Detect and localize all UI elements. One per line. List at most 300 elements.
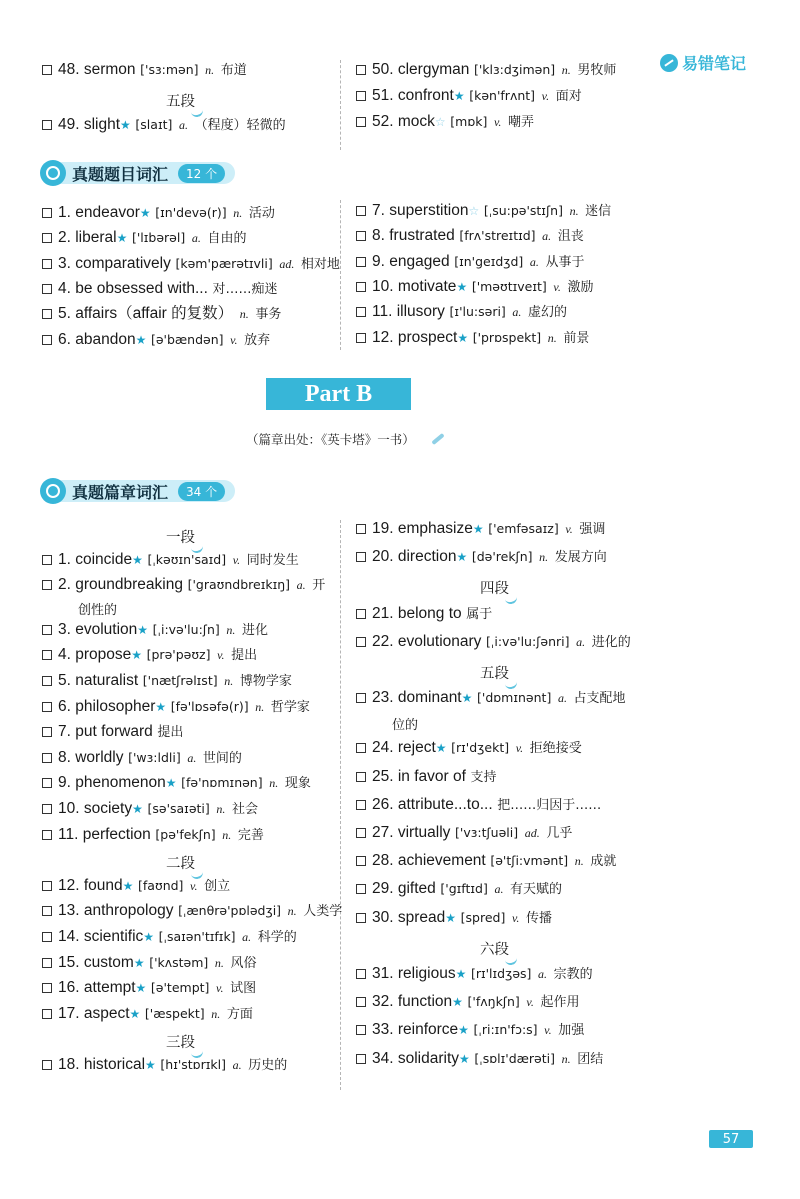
vocab-entry (42, 254, 340, 275)
edit-circle-icon (660, 54, 678, 72)
checkbox-icon[interactable] (42, 625, 52, 635)
chinese-meaning: 把……归因于…… (497, 797, 602, 813)
checkbox-icon[interactable] (356, 257, 366, 267)
part-of-speech: n. (569, 204, 579, 218)
star-icon: ☆ (434, 115, 446, 129)
vocab-word: 1. endeavor (58, 204, 140, 221)
vocab-entry (356, 767, 497, 788)
chinese-meaning: 博物学家 (239, 674, 292, 689)
part-of-speech: v. (232, 552, 241, 567)
chinese-meaning: 有天赋的 (510, 882, 563, 898)
part-of-speech: a. (529, 254, 539, 269)
part-of-speech: n. (547, 330, 557, 345)
checkbox-icon[interactable] (42, 208, 52, 218)
section-tag-exam-passage-words (40, 478, 235, 504)
checkbox-icon[interactable] (356, 1025, 366, 1035)
star-icon: ★ (165, 776, 177, 791)
part-of-speech: a. (494, 882, 504, 897)
star-icon: ★ (122, 878, 134, 893)
phonetic: [ˌsaɪən'tɪfɪk] (158, 929, 236, 944)
star-icon: ★ (452, 995, 463, 1010)
vocab-word: 22. evolutionary (372, 632, 482, 650)
star-icon: ★ (139, 206, 151, 220)
vocab-word: 29. gifted (372, 880, 436, 898)
vocab-entry (42, 748, 242, 769)
vocab-entry (42, 901, 342, 922)
checkbox-icon[interactable] (356, 552, 366, 562)
checkbox-icon[interactable] (42, 702, 52, 712)
phonetic: [ə'bændən] (150, 331, 224, 347)
checkbox-icon[interactable] (42, 906, 52, 916)
vocab-entry (42, 279, 278, 300)
phonetic: [ˌri:ɪn'fɔ:s] (473, 1022, 538, 1038)
part-of-speech: n. (269, 776, 279, 791)
chinese-meaning: 社会 (231, 802, 258, 817)
vocab-word: 13. anthropology (58, 902, 174, 920)
vocab-word: 5. naturalist (58, 672, 139, 689)
phonetic: ['æspekt] (144, 1005, 205, 1021)
checkbox-icon[interactable] (42, 676, 52, 686)
vocab-word: 48. sermon (58, 61, 136, 78)
star-icon: ★ (132, 552, 143, 567)
vocab-entry (356, 226, 584, 247)
part-of-speech: a. (242, 930, 252, 944)
phonetic: [kən'frʌnt] (469, 88, 536, 103)
part-of-speech: a. (187, 750, 197, 765)
vocab-entry (42, 876, 230, 897)
chinese-meaning: 活动 (248, 206, 275, 221)
checkbox-icon[interactable] (356, 828, 366, 838)
phonetic: [prə'pəʊz] (146, 647, 211, 663)
chinese-meaning: 相对地 (300, 256, 340, 272)
phonetic: [ˌænθrə'pɒlədʒi] (178, 903, 282, 919)
star-icon: ★ (459, 1051, 470, 1066)
chinese-meaning: 提出 (231, 648, 258, 664)
phonetic: [ə'tʃi:vmənt] (490, 853, 569, 869)
checkbox-icon[interactable] (42, 120, 52, 130)
checkbox-icon[interactable] (356, 524, 366, 534)
part-of-speech: n. (211, 1006, 221, 1021)
vocab-word: 7. put forward (58, 723, 153, 741)
checkbox-icon[interactable] (356, 1054, 366, 1064)
vocab-word: 2. groundbreaking (58, 576, 183, 594)
vocab-entry (356, 795, 601, 816)
chinese-meaning: 前景 (563, 330, 590, 346)
checkbox-icon[interactable] (42, 1060, 52, 1070)
checkbox-icon[interactable] (42, 958, 52, 968)
vocab-word: 16. attempt (58, 979, 136, 997)
part-of-speech: a. (557, 691, 567, 706)
vocab-entry (42, 978, 256, 999)
phonetic: [slaɪt] (135, 117, 173, 132)
phonetic: [ˌi:və'lu:ʃn] (152, 621, 220, 637)
vocab-entry (356, 738, 582, 759)
phonetic: ['dɒmɪnənt] (477, 690, 552, 706)
chinese-meaning: 激励 (567, 279, 594, 295)
star-icon: ★ (457, 330, 469, 345)
part-of-speech: v. (511, 910, 520, 925)
phonetic: [fə'nɒmɪnən] (181, 775, 263, 791)
vocab-entry (356, 519, 605, 540)
checkbox-icon[interactable] (356, 91, 366, 101)
phonetic: [sə'saɪəti] (147, 801, 210, 816)
star-icon: ★ (135, 981, 147, 996)
checkbox-icon[interactable] (356, 856, 366, 866)
vocab-entry (42, 953, 257, 974)
chinese-meaning: 支持 (470, 769, 497, 785)
vocab-entry (356, 688, 626, 709)
part-of-speech: v. (526, 995, 534, 1010)
vocab-word: 34. solidarity (372, 1049, 460, 1067)
phonetic: [mɒk] (450, 114, 488, 129)
phonetic: [rɪ'lɪdʒəs] (470, 966, 532, 981)
vocab-entry (356, 964, 593, 985)
part-of-speech: n. (561, 63, 571, 77)
vocab-entry (42, 550, 299, 571)
part-of-speech: n. (287, 904, 297, 919)
phonetic: [ə'tempt] (150, 980, 210, 996)
part-of-speech: n. (539, 550, 549, 565)
checkbox-icon[interactable] (42, 881, 52, 891)
part-of-speech: v. (216, 981, 224, 996)
checkbox-icon[interactable] (356, 693, 366, 703)
phonetic: [fə'lɒsəfə(r)] (170, 698, 249, 714)
checkbox-icon[interactable] (356, 609, 366, 619)
chinese-meaning: 同时发生 (246, 552, 299, 568)
part-of-speech: v. (190, 878, 198, 893)
phonetic: [də'rekʃn] (471, 549, 533, 565)
section-count-badge: 34 个 (178, 482, 225, 501)
segment-heading: 四段 (480, 577, 509, 598)
checkbox-icon[interactable] (42, 727, 52, 737)
checkbox-icon[interactable] (356, 800, 366, 810)
star-icon: ★ (116, 231, 128, 246)
chinese-meaning: 开 (312, 578, 326, 594)
part-of-speech: a. (512, 305, 522, 320)
checkbox-icon[interactable] (42, 580, 52, 590)
phonetic: ['gɪftɪd] (440, 881, 488, 897)
vocab-entry (42, 304, 281, 325)
chinese-meaning: 加强 (558, 1023, 585, 1039)
chinese-meaning: 现象 (284, 776, 311, 792)
phonetic: ['prɒspekt] (472, 329, 542, 345)
phonetic: [hɪ'stɒrɪkl] (160, 1057, 226, 1072)
chinese-meaning: 男牧师 (577, 63, 617, 78)
chinese-meaning: 方面 (226, 1006, 253, 1022)
checkbox-icon[interactable] (42, 778, 52, 788)
chinese-meaning: 拒绝接受 (529, 741, 582, 757)
section-tag-exam-question-words (40, 160, 235, 186)
vocab-entry (356, 1020, 584, 1041)
checkbox-icon[interactable] (42, 335, 52, 345)
vocab-word: 26. attribute...to... (372, 795, 493, 813)
column-divider-section1 (340, 200, 341, 350)
vocab-entry (42, 927, 297, 948)
vocab-word: 52. mock (372, 113, 435, 130)
vocab-entry (356, 547, 607, 568)
checkbox-icon[interactable] (356, 282, 366, 292)
chinese-meaning: 放弃 (244, 332, 271, 348)
part-of-speech: n. (239, 307, 249, 322)
part-of-speech: n. (222, 827, 232, 842)
brand-logo (660, 51, 746, 74)
checkbox-icon[interactable] (42, 259, 52, 269)
chinese-meaning: 面对 (555, 89, 582, 104)
vocab-word: 4. propose (58, 646, 132, 664)
checkbox-icon[interactable] (42, 983, 52, 993)
star-icon: ★ (143, 930, 155, 944)
star-icon: ★ (458, 1023, 469, 1038)
vocab-word: 8. frustrated (372, 227, 455, 245)
part-of-speech: ad. (279, 256, 295, 271)
chinese-meaning: 进化的 (591, 634, 631, 650)
vocab-entry (356, 277, 593, 298)
part-of-speech: v. (565, 522, 573, 536)
phonetic: [spred] (460, 909, 506, 925)
chinese-meaning: 传播 (525, 910, 552, 926)
vocab-entry (42, 799, 258, 820)
part-of-speech: a. (576, 634, 586, 649)
phonetic: [ɪn'geɪdʒd] (454, 253, 524, 269)
chinese-meaning: 提出 (157, 725, 184, 741)
checkbox-icon[interactable] (356, 637, 366, 647)
vocab-word: 7. superstition (372, 202, 469, 219)
chinese-meaning: 风俗 (230, 955, 257, 971)
checkbox-icon[interactable] (356, 117, 366, 127)
pen-mark-icon (431, 433, 444, 445)
checkbox-icon[interactable] (356, 969, 366, 979)
star-icon: ★ (135, 332, 147, 347)
part-of-speech: a. (296, 578, 306, 593)
part-of-speech: n. (233, 206, 243, 220)
vocab-entry (356, 992, 579, 1013)
star-icon: ★ (472, 522, 484, 536)
vocab-entry (356, 302, 567, 323)
vocab-entry (42, 1055, 287, 1076)
vocab-word: 19. emphasize (372, 520, 473, 537)
vocab-word: 4. be obsessed with... (58, 279, 208, 297)
vocab-word: 23. dominant (372, 689, 462, 707)
checkbox-icon[interactable] (42, 309, 52, 319)
vocab-entry (356, 252, 585, 273)
chinese-meaning: 沮丧 (557, 229, 584, 245)
chinese-meaning: 强调 (579, 522, 606, 537)
chinese-meaning: 嘲弄 (508, 115, 535, 130)
part-of-speech: n. (216, 802, 226, 816)
vocab-entry (42, 115, 286, 136)
vocab-word: 11. illusory (372, 303, 445, 321)
chinese-meaning: 哲学家 (270, 699, 310, 715)
vocab-entry (42, 722, 183, 743)
vocab-entry (356, 201, 611, 222)
page-number: 57 (709, 1130, 753, 1148)
checkbox-icon[interactable] (356, 231, 366, 241)
vocab-entry (356, 823, 572, 844)
chinese-meaning: 人类学 (303, 904, 343, 920)
checkbox-icon[interactable] (356, 206, 366, 216)
vocab-word: 2. liberal (58, 229, 117, 247)
checkbox-icon[interactable] (356, 913, 366, 923)
vocab-word: 6. philosopher (58, 697, 156, 715)
vocab-entry (356, 879, 562, 900)
vocab-word: 12. prospect (372, 328, 458, 346)
vocab-word: 5. affairs（affair 的复数） (58, 305, 234, 323)
chinese-meaning-continued: 创性的 (78, 602, 118, 618)
star-icon: ★ (455, 967, 467, 981)
chinese-meaning: 自由的 (207, 231, 247, 247)
star-icon: ★ (155, 699, 167, 714)
vocab-word: 28. achievement (372, 852, 486, 870)
vocab-word: 12. found (58, 876, 123, 894)
star-icon: ★ (461, 691, 473, 706)
star-icon: ★ (133, 955, 145, 970)
part-of-speech: n. (226, 622, 236, 637)
checkbox-icon[interactable] (356, 884, 366, 894)
part-of-speech: v. (541, 89, 550, 103)
vocab-word: 27. virtually (372, 824, 451, 841)
vocab-entry (42, 825, 264, 846)
segment-heading: 三段 (166, 1031, 195, 1052)
chinese-meaning: 试图 (230, 981, 257, 997)
vocab-word: 24. reject (372, 739, 436, 757)
vocab-entry (42, 620, 268, 641)
vocab-word: 9. phenomenon (58, 774, 166, 792)
chinese-meaning: 事务 (255, 307, 282, 323)
section-count-badge: 12 个 (178, 164, 225, 183)
chinese-meaning: 进化 (242, 622, 269, 638)
phonetic: [ɪ'lu:səri] (449, 304, 506, 320)
phonetic: ['məʊtɪveɪt] (471, 278, 547, 294)
star-icon: ☆ (468, 204, 480, 218)
checkbox-icon[interactable] (42, 284, 52, 294)
chinese-meaning: 虚幻的 (528, 305, 568, 321)
part-of-speech: n. (574, 854, 584, 869)
checkbox-icon[interactable] (356, 997, 366, 1007)
vocab-entry (356, 328, 589, 349)
vocab-entry (356, 60, 616, 81)
checkbox-icon[interactable] (42, 65, 52, 75)
phonetic: ['kʌstəm] (149, 954, 209, 970)
vocab-word: 31. religious (372, 965, 456, 982)
brand-logo-text: 易错笔记 (682, 54, 747, 73)
chinese-meaning: 迷信 (585, 204, 612, 219)
checkbox-icon[interactable] (42, 753, 52, 763)
star-icon: ★ (129, 1006, 141, 1021)
vocab-word: 21. belong to (372, 604, 462, 622)
chinese-meaning: 完善 (237, 827, 264, 843)
part-of-speech: a. (191, 231, 201, 246)
checkbox-icon[interactable] (42, 830, 52, 840)
part-title: Part B (266, 378, 411, 410)
vocab-word: 14. scientific (58, 928, 144, 945)
part-of-speech: a. (538, 967, 548, 981)
vocab-entry (42, 330, 270, 351)
checkbox-icon[interactable] (356, 772, 366, 782)
part-of-speech: v. (217, 648, 225, 663)
vocab-word: 50. clergyman (372, 61, 470, 78)
part-of-speech: n. (214, 955, 224, 970)
chinese-meaning: 起作用 (540, 995, 580, 1011)
phonetic: ['klɜ:dʒimən] (473, 62, 556, 77)
part-of-speech: v. (553, 279, 561, 294)
phonetic: [ˌkəʊɪn'saɪd] (147, 551, 227, 567)
phonetic: ['wɜ:ldli] (128, 749, 181, 765)
phonetic: ['vɜ:tʃuəli] (455, 825, 519, 840)
vocab-word: 9. engaged (372, 252, 450, 270)
part-of-speech: a. (232, 1058, 242, 1072)
star-icon: ★ (131, 648, 143, 663)
chinese-meaning: 属于 (466, 606, 493, 622)
checkbox-icon[interactable] (42, 555, 52, 565)
part-of-speech: a. (542, 229, 552, 244)
phonetic: ['lɪbərəl] (131, 230, 186, 246)
vocab-entry (356, 112, 534, 133)
vocab-entry (42, 228, 246, 249)
chinese-meaning: 宗教的 (553, 967, 593, 982)
phonetic: ['nætʃrəlɪst] (142, 673, 218, 688)
chinese-meaning-continued: 位的 (392, 718, 419, 734)
vocab-word: 1. coincide (58, 550, 133, 568)
vocab-word: 10. motivate (372, 277, 457, 295)
phonetic: [kəm'pærətɪvli] (175, 255, 273, 271)
checkbox-icon[interactable] (42, 804, 52, 814)
phonetic: [frʌ'streɪtɪd] (459, 228, 536, 244)
vocab-entry (42, 773, 311, 794)
vocab-entry (356, 86, 582, 107)
vocab-word: 11. perfection (58, 825, 151, 843)
checkbox-icon[interactable] (42, 1009, 52, 1019)
checkbox-icon[interactable] (356, 333, 366, 343)
part-of-speech: v. (493, 115, 502, 129)
part-of-speech: n. (205, 63, 215, 77)
vocab-word: 33. reinforce (372, 1021, 459, 1039)
vocab-entry (356, 908, 552, 929)
checkbox-icon[interactable] (42, 650, 52, 660)
checkbox-icon[interactable] (42, 932, 52, 942)
phonetic: ['sɜ:mən] (140, 62, 199, 77)
column-divider-top (340, 60, 341, 150)
checkbox-icon[interactable] (356, 743, 366, 753)
vocab-entry (356, 1049, 603, 1070)
vocab-entry (42, 1004, 253, 1025)
chinese-meaning: 创立 (204, 878, 231, 894)
chinese-meaning: 几乎 (546, 826, 573, 841)
section-label: 真题题目词汇 (72, 164, 169, 184)
checkbox-icon[interactable] (356, 307, 366, 317)
phonetic: [ˌi:və'lu:ʃənri] (486, 633, 570, 649)
vocab-word: 18. historical (58, 1056, 146, 1073)
star-icon: ★ (137, 622, 149, 637)
vocab-entry (42, 671, 292, 692)
checkbox-icon[interactable] (42, 233, 52, 243)
chinese-meaning: 从事于 (545, 254, 585, 270)
chinese-meaning: 团结 (577, 1051, 604, 1067)
star-icon: ★ (453, 89, 465, 103)
segment-heading: 一段 (166, 526, 195, 547)
vocab-word: 49. slight (58, 116, 121, 133)
vocab-entry (42, 203, 275, 224)
chinese-meaning: 占支配地 (573, 691, 626, 707)
vocab-word: 20. direction (372, 548, 457, 566)
vocab-word: 6. abandon (58, 330, 136, 348)
vocab-word: 32. function (372, 993, 453, 1011)
vocab-word: 8. worldly (58, 748, 124, 766)
checkbox-icon[interactable] (356, 65, 366, 75)
phonetic: [rɪ'dʒekt] (451, 740, 510, 756)
phonetic: [ˌsɒlɪ'dærəti] (474, 1050, 555, 1066)
chinese-meaning: 布道 (220, 63, 247, 78)
chinese-meaning: 科学的 (257, 930, 297, 945)
